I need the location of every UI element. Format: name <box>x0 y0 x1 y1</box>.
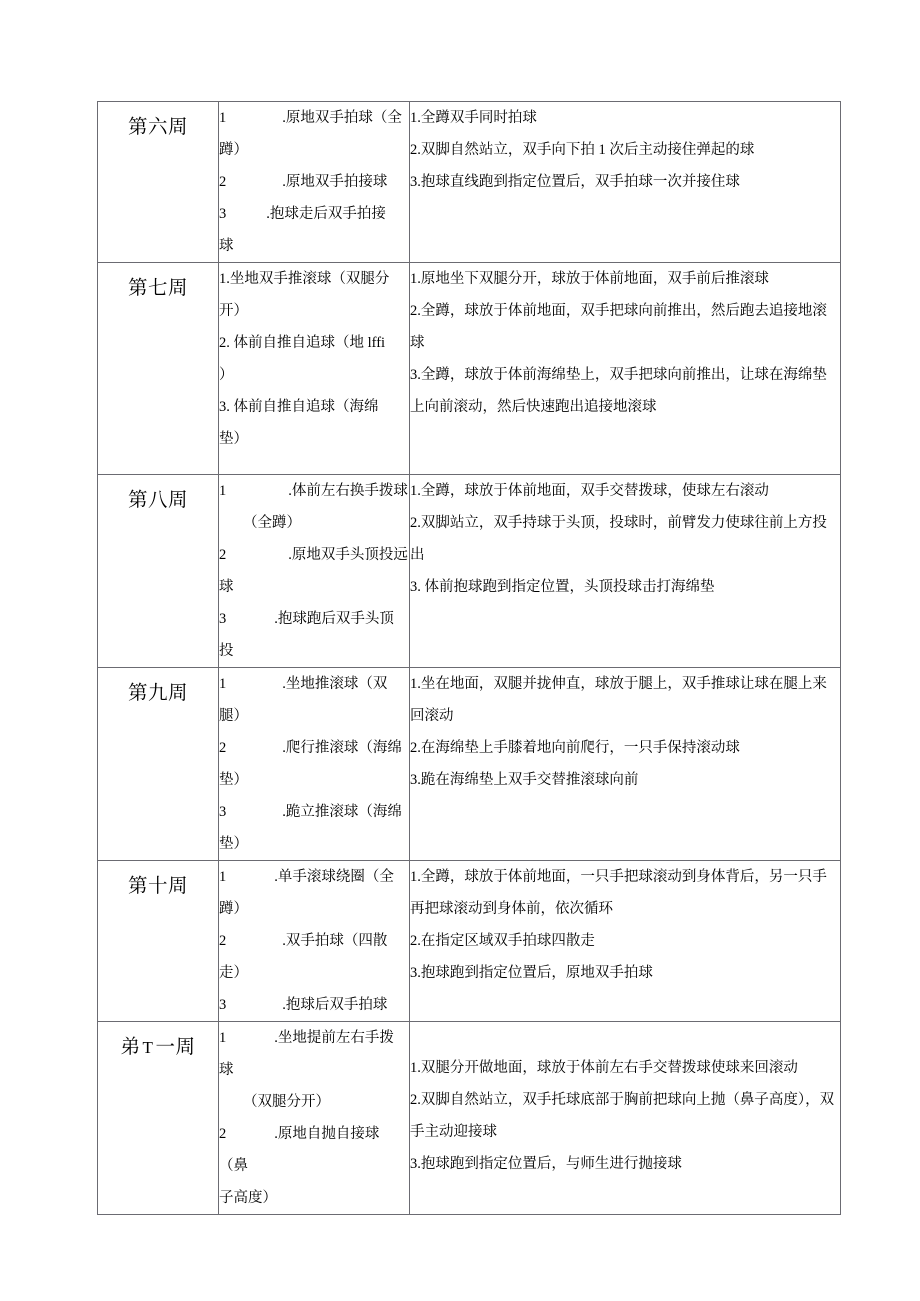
table-body <box>98 102 841 1215</box>
table-row <box>98 102 841 263</box>
activity-item-continuation: 球 <box>219 579 234 595</box>
description-line: 1.原地坐下双腿分开，球放于体前地面，双手前后推滚球 <box>410 271 769 287</box>
week-label: 第六周 <box>127 117 188 138</box>
item-text: .原地双手头顶投远 <box>288 547 408 563</box>
description-cell <box>410 102 841 263</box>
week-label-part: 弟 <box>120 1037 141 1058</box>
item-number: 2 <box>219 933 227 949</box>
activity-item-continuation: 投 <box>219 643 234 659</box>
week-label: 第七周 <box>127 278 188 299</box>
content-cell <box>219 263 410 475</box>
activity-item-continuation: ） <box>219 367 234 383</box>
activity-item-continuation: 球 <box>219 238 234 254</box>
item-text: .抱球后双手拍球 <box>282 997 388 1013</box>
activity-item <box>219 796 409 828</box>
item-number: 1 <box>219 676 227 692</box>
table-row <box>98 1022 841 1215</box>
description-line: 1.坐在地面，双腿并拢伸直，球放于腿上，双手推球让球在腿上来回滚动 <box>410 676 827 724</box>
activity-item <box>219 925 409 957</box>
activity-item-continuation: 球 <box>219 1062 234 1078</box>
activity-item-continuation: 走） <box>219 965 248 981</box>
item-number: 3 <box>219 611 227 627</box>
item-text: .抱球跑后双手头顶 <box>274 611 394 627</box>
week-cell <box>98 475 219 668</box>
weekly-plan-table <box>97 101 841 1215</box>
activity-item-continuation: 垫） <box>219 431 248 447</box>
activity-item <box>219 668 409 700</box>
item-text: .抱球走后双手拍接 <box>266 206 386 222</box>
activity-item <box>219 732 409 764</box>
activity-item <box>219 102 409 134</box>
item-text: .爬行推滚球（海绵 <box>282 740 402 756</box>
description-line: 3.跪在海绵垫上双手交替推滚球向前 <box>410 772 639 788</box>
description-line: 3.抱球跑到指定位置后，与师生进行抛接球 <box>410 1156 682 1172</box>
content-cell <box>219 475 410 668</box>
description-line: 2.全蹲，球放于体前地面，双手把球向前推出，然后跑去追接地滚球 <box>410 303 827 351</box>
description-line: 2.双脚自然站立，双手向下拍 1 次后主动接住弹起的球 <box>410 142 755 158</box>
item-number: 1 <box>219 483 227 499</box>
item-number: 3 <box>219 804 227 820</box>
item-text: .跪立推滚球（海绵 <box>282 804 402 820</box>
plan-table-wrapper <box>97 101 841 1215</box>
table-row <box>98 475 841 668</box>
activity-item <box>219 861 409 893</box>
activity-item-continuation: 垫） <box>219 772 248 788</box>
activity-item <box>219 539 409 571</box>
activity-item <box>219 166 409 198</box>
activity-item: 3. 体前自推自追球（海绵 <box>219 399 379 415</box>
activity-item: 1.坐地双手推滚球（双腿分 <box>219 271 390 287</box>
description-line: 2.在指定区域双手拍球四散走 <box>410 933 595 949</box>
activity-item <box>219 198 409 230</box>
week-cell <box>98 861 219 1022</box>
item-text: .原地双手拍球（全 <box>282 110 402 126</box>
description-line: 2.双脚自然站立，双手托球底部于胸前把球向上抛（鼻子高度），双手主动迎接球 <box>410 1092 835 1140</box>
description-line: 3.全蹲，球放于体前海绵垫上，双手把球向前推出，让球在海绵垫上向前滚动，然后快速跑出追接地滚球 <box>410 367 827 415</box>
table-row <box>98 263 841 475</box>
week-cell <box>98 668 219 861</box>
item-number: 2 <box>219 547 227 563</box>
item-number: 2 <box>219 174 227 190</box>
description-line: 3.抱球直线跑到指定位置后，双手拍球一次并接住球 <box>410 174 740 190</box>
activity-item <box>219 989 409 1021</box>
activity-item <box>219 1022 409 1054</box>
item-number: 2 <box>219 740 227 756</box>
description-cell <box>410 1022 841 1215</box>
week-label: 第十周 <box>127 876 188 897</box>
week-cell <box>98 1022 219 1215</box>
activity-item-extra: 子高度） <box>219 1190 277 1206</box>
description-line: 3. 体前抱球跑到指定位置，头顶投球击打海绵垫 <box>410 579 715 595</box>
activity-item-extra: （双腿分开） <box>243 1094 330 1110</box>
description-line: 3.抱球跑到指定位置后，原地双手拍球 <box>410 965 653 981</box>
description-cell <box>410 475 841 668</box>
description-line: 2.在海绵垫上手膝着地向前爬行，一只手保持滚动球 <box>410 740 740 756</box>
item-number: 2 <box>219 1126 227 1142</box>
week-label-ocr-letter: T <box>142 1038 154 1057</box>
activity-item-continuation: （鼻 <box>219 1158 248 1174</box>
item-text: .坐地提前左右手拨 <box>274 1030 394 1046</box>
week-label: 第八周 <box>127 490 188 511</box>
item-text: .原地自抛自接球 <box>274 1126 380 1142</box>
description-cell <box>410 861 841 1022</box>
description-line: 1.双腿分开做地面，球放于体前左右手交替拨球使球来回滚动 <box>410 1060 798 1076</box>
week-label-part: 一周 <box>155 1037 196 1058</box>
item-text: .原地双手拍接球 <box>282 174 388 190</box>
activity-item-continuation: 蹲） <box>219 142 248 158</box>
week-cell <box>98 102 219 263</box>
activity-item-continuation: 蹲） <box>219 901 248 917</box>
description-line: 1.全蹲双手同时拍球 <box>410 110 537 126</box>
content-cell <box>219 1022 410 1215</box>
item-number: 3 <box>219 206 227 222</box>
activity-item: 2. 体前自推自追球（地 lffi <box>219 335 386 351</box>
week-label: 第九周 <box>127 683 188 704</box>
content-cell <box>219 102 410 263</box>
description-cell <box>410 668 841 861</box>
content-cell <box>219 668 410 861</box>
week-cell <box>98 263 219 475</box>
item-text: .坐地推滚球（双 <box>282 676 388 692</box>
item-number: 1 <box>219 110 227 126</box>
table-row <box>98 668 841 861</box>
content-cell <box>219 861 410 1022</box>
item-number: 3 <box>219 997 227 1013</box>
item-text: .体前左右换手拨球 <box>288 483 408 499</box>
activity-item <box>219 1118 409 1150</box>
description-line: 1.全蹲，球放于体前地面，双手交替拨球，使球左右滚动 <box>410 483 769 499</box>
description-cell <box>410 263 841 475</box>
activity-item-continuation: （全蹲） <box>243 515 301 531</box>
activity-item <box>219 603 409 635</box>
activity-item-continuation: 开） <box>219 303 248 319</box>
item-text: .双手拍球（四散 <box>282 933 388 949</box>
description-line: 1.全蹲，球放于体前地面，一只手把球滚动到身体背后，另一只手再把球滚动到身体前，依次循环 <box>410 869 827 917</box>
activity-item <box>219 475 409 507</box>
activity-item-continuation: 垫） <box>219 836 248 852</box>
description-line: 2.双脚站立，双手持球于头顶，投球时，前臂发力使球往前上方投出 <box>410 515 827 563</box>
item-text: .单手滚球绕圈（全 <box>274 869 394 885</box>
item-number: 1 <box>219 1030 227 1046</box>
item-number: 1 <box>219 869 227 885</box>
table-row <box>98 861 841 1022</box>
activity-item-continuation: 腿） <box>219 708 248 724</box>
week-label <box>98 1022 218 1060</box>
